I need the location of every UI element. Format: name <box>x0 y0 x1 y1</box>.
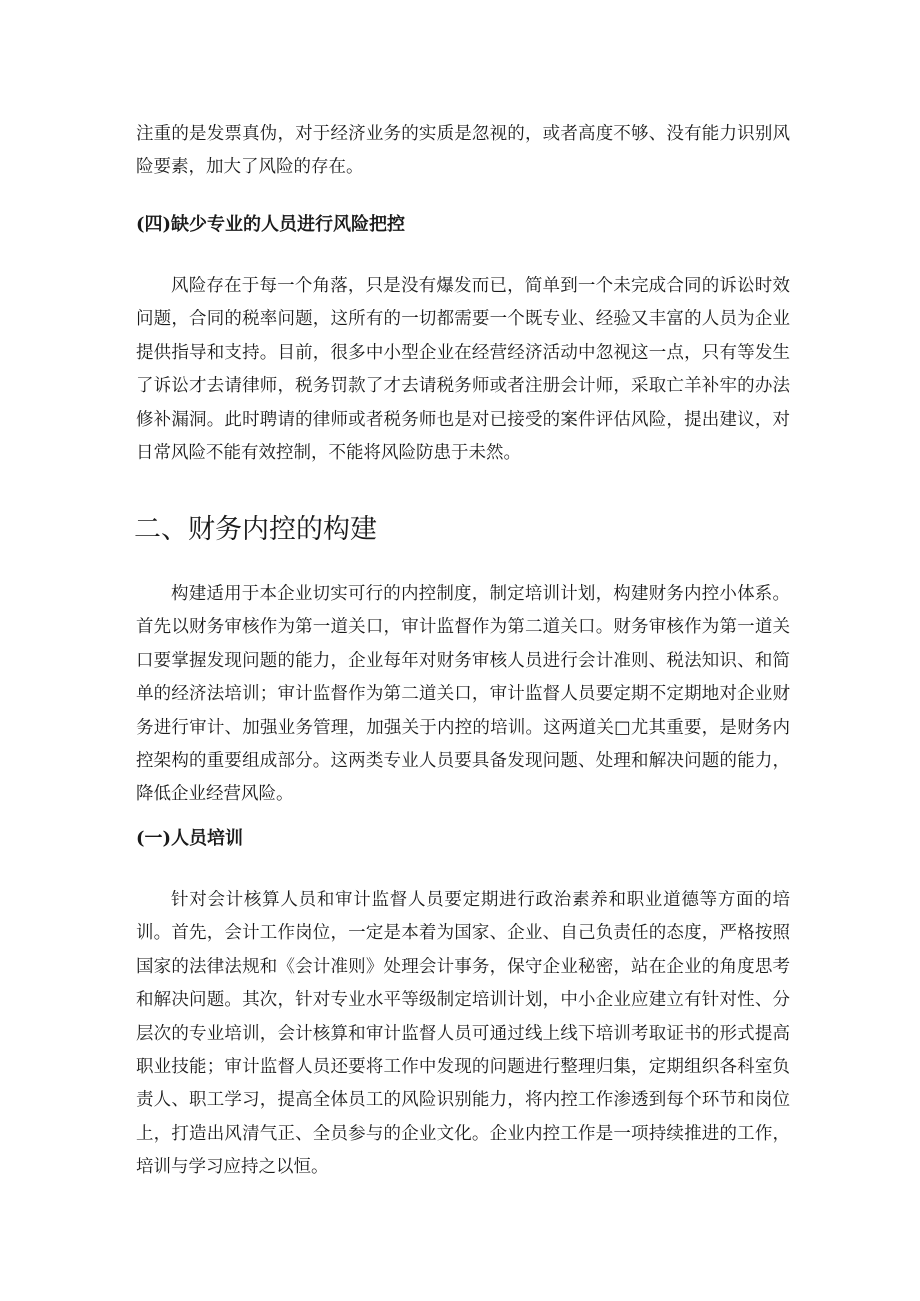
paragraph-risk-everywhere: 风险存在于每一个角落，只是没有爆发而已，简单到一个未完成合同的诉讼时效问题，合同的税率问题，这所有的一切都需要一个既专业、经验又丰富的人员为企业提供指导和支持。目前，很多中小型企业在经营经济活动中忽视这一点，只有等发生了诉讼才去请律师，税务罚款了才去请税务师或者注册会计师，采取亡羊补牢的办法修补漏洞。此时聘请的律师或者税务师也是对已接受的案件评估风险，提出建议，对日常风险不能有效控制，不能将风险防患于未然。 <box>136 276 790 464</box>
subheading-staff-training: (一)人员培训 <box>136 828 244 849</box>
subheading-lack-of-professionals: (四)缺少专业的人员进行风险把控 <box>136 214 406 235</box>
paragraph-training-details: 针对会计核算人员和审计监督人员要定期进行政治素养和职业道德等方面的培训。首先，会计工作岗位，一定是本着为国家、企业、自己负责任的态度，严格按照国家的法律法规和《会计准则》处理会计事务，保守企业秘密，站在企业的角度思考和解决问题。其次，针对专业水平等级制定培训计划，中小企业应建立有针对性、分层次的专业培训，会计核算和审计监督人员可通过线上线下培训考取证书的形式提高职业技能；审计监督人员还要将工作中发现的问题进行整理归集，定期组织各科室负责人、职工学习，提高全体员工的风险识别能力，将内控工作渗透到每个环节和岗位上，打造出风清气正、全员参与的企业文化。企业内控工作是一项持续推进的工作，培训与学习应持之以恒。 <box>136 890 790 1178</box>
paragraph-build-control-system: 构建适用于本企业切实可行的内控制度，制定培训计划，构建财务内控小体系。首先以财务审核作为第一道关口，审计监督作为第二道关口。财务审核作为第一道关口要掌握发现问题的能力，企业每年对财务审核人员进行会计准则、税法知识、和简单的经济法培训；审计监督作为第二道关口，审计监督人员要定期不定期地对企业财务进行审计、加强业务管理，加强关于内控的培训。这两道关□尤其重要，是财务内控架构的重要组成部分。这两类专业人员要具备发现问题、处理和解决问题的能力，降低企业经营风险。 <box>136 584 790 805</box>
paragraph-invoice-risk: 注重的是发票真伪，对于经济业务的实质是忽视的，或者高度不够、没有能力识别风险要素，加大了风险的存在。 <box>136 124 790 178</box>
section-title-internal-control: 二、财务内控的构建 <box>134 514 377 545</box>
